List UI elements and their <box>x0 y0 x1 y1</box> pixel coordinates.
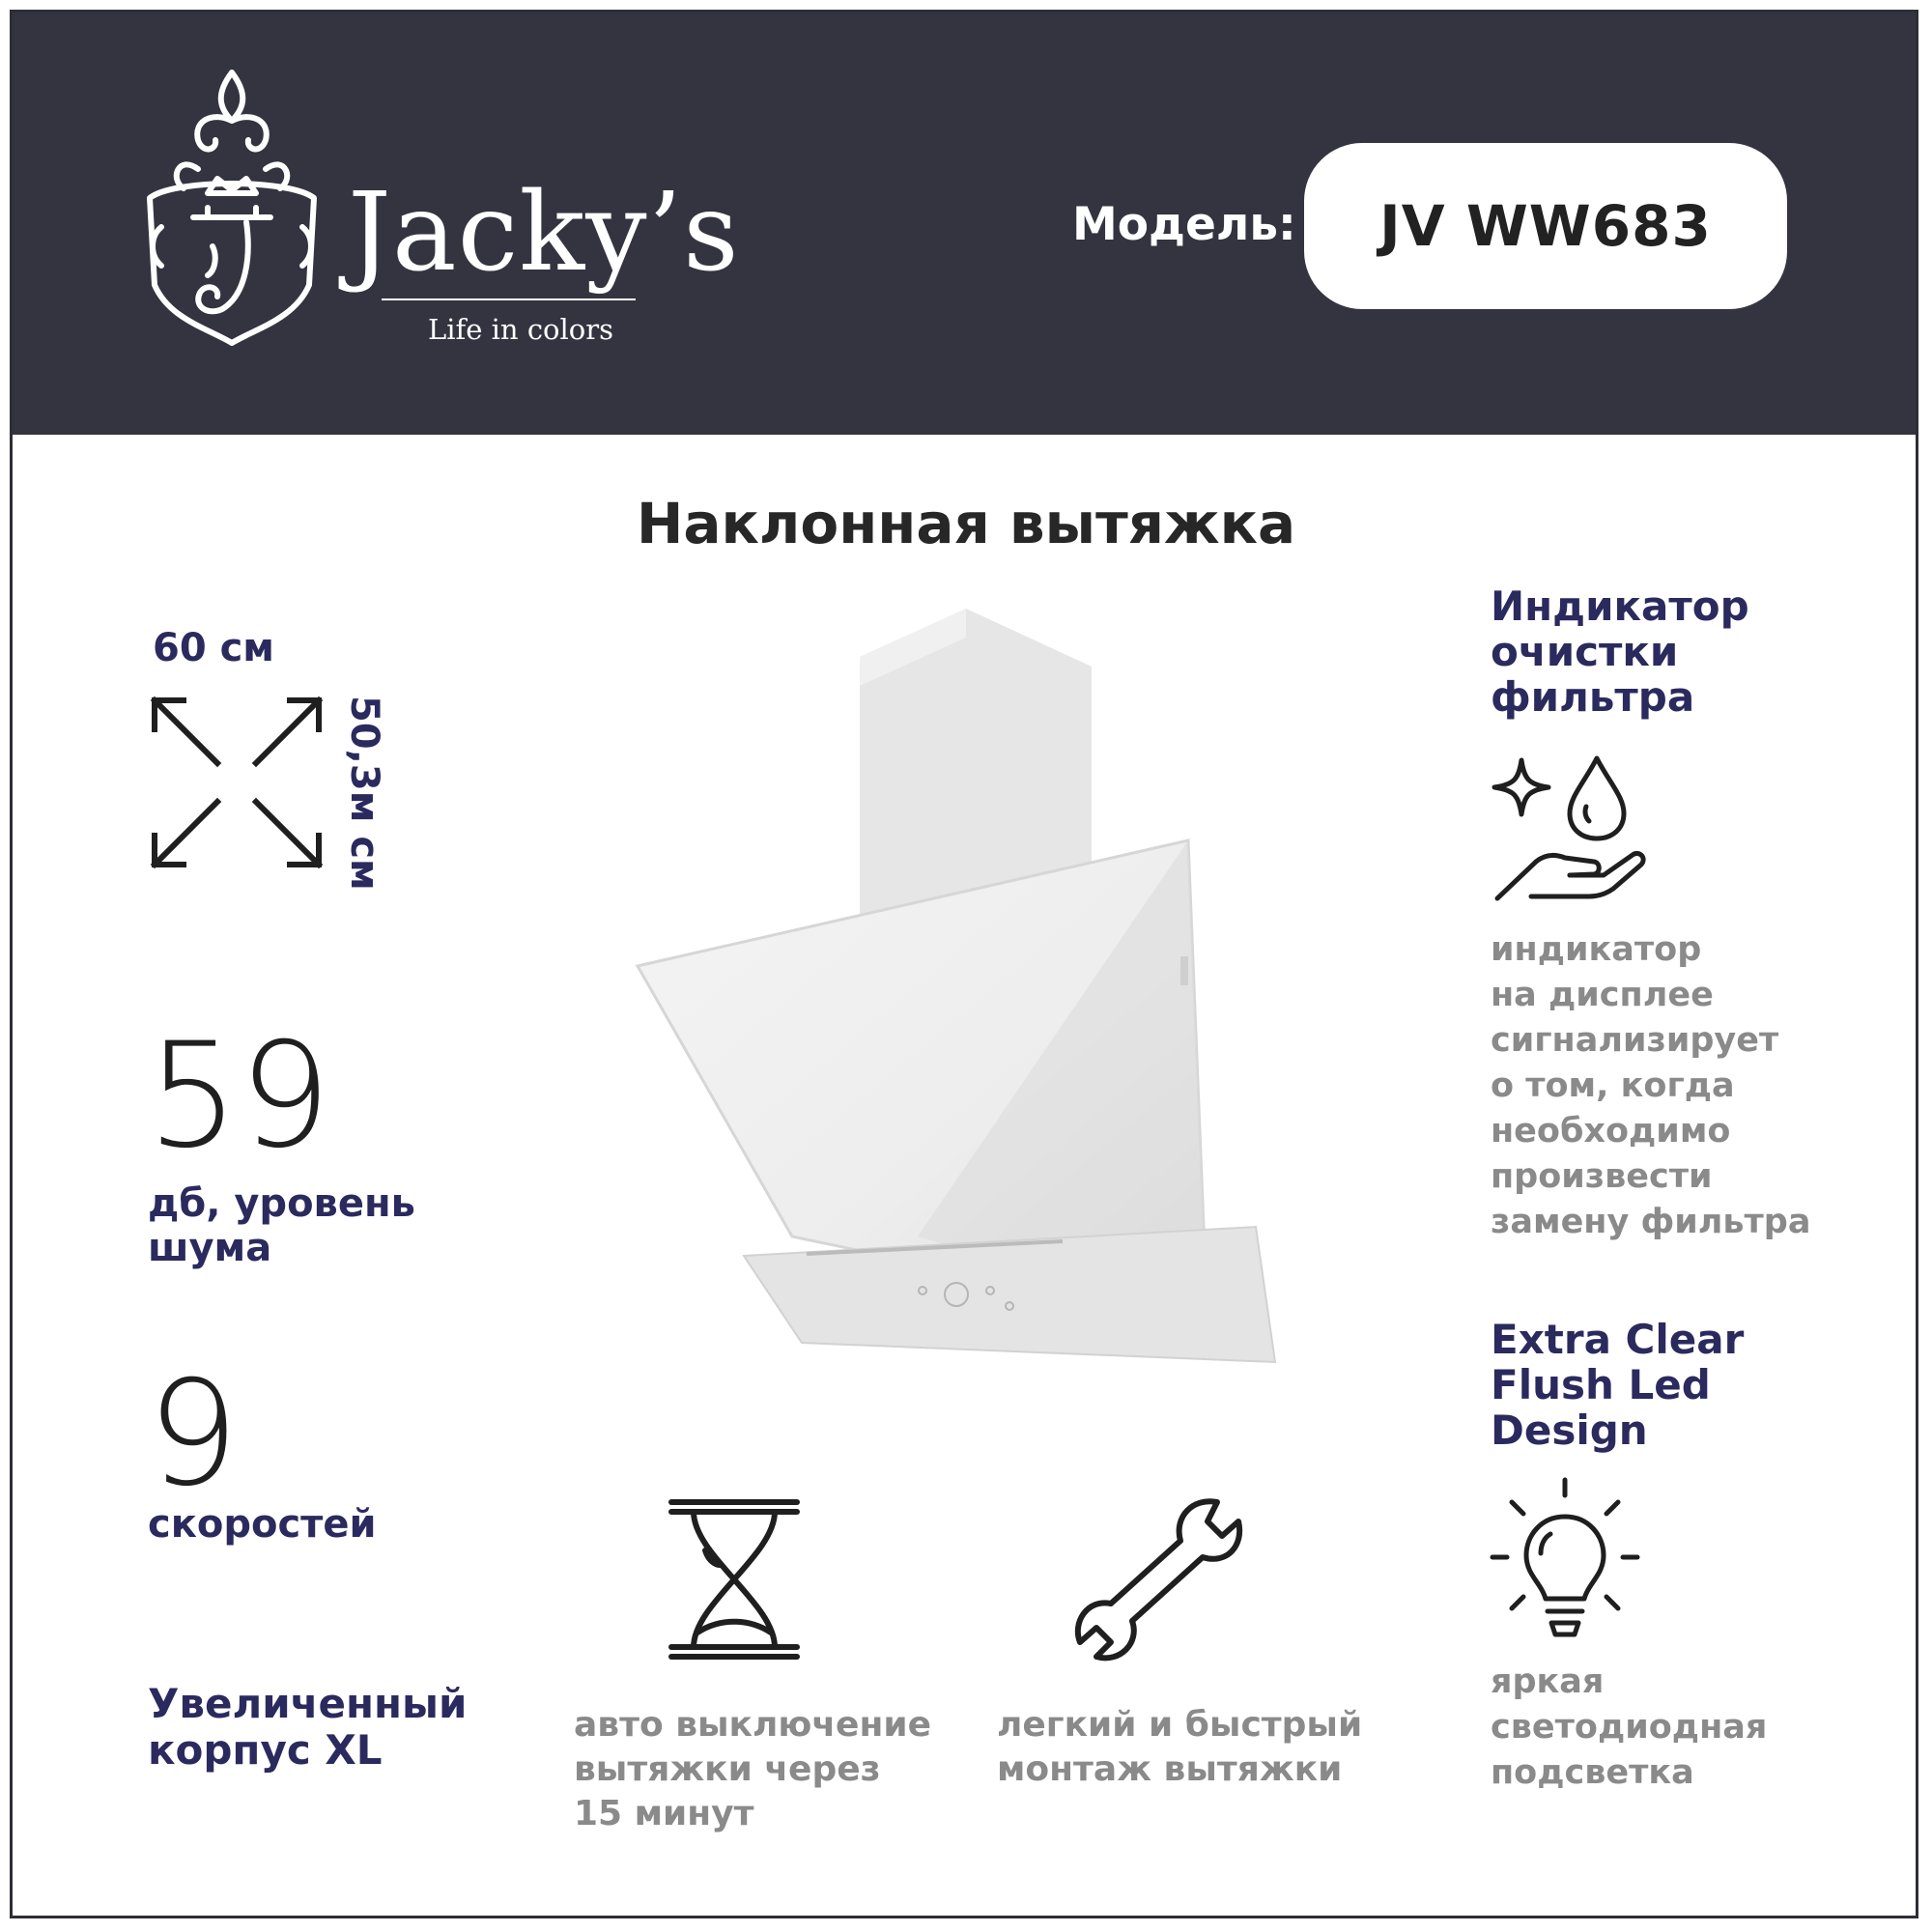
noise-label-line: шума <box>148 1226 272 1270</box>
hood-image <box>638 609 1294 1362</box>
mounting-line: монтаж вытяжки <box>997 1749 1343 1789</box>
filter-desc-line: сигнализирует <box>1491 1021 1779 1060</box>
led-desc-line: яркая <box>1491 1662 1605 1701</box>
mounting-text <box>997 1703 1362 1792</box>
filter-desc-line: произвести <box>1491 1157 1713 1196</box>
filter-title-line: фильтра <box>1491 673 1695 721</box>
dimension-width: 60 см <box>153 626 274 670</box>
auto-off-line: авто выключение <box>574 1705 931 1745</box>
led-desc <box>1491 1660 1767 1796</box>
body-size-line: Увеличенный <box>148 1680 468 1727</box>
body-size-line: корпус XL <box>148 1726 383 1774</box>
lightbulb-icon <box>1488 1478 1642 1642</box>
brand-underline <box>382 298 636 300</box>
noise-value: 59 <box>147 1012 331 1180</box>
hourglass-icon <box>667 1497 802 1662</box>
led-title-line: Flush Led <box>1491 1361 1711 1408</box>
brand-name: Jacky’s <box>348 170 740 296</box>
noise-label-line: дб, уровень <box>148 1181 415 1226</box>
filter-desc-line: необходимо <box>1491 1112 1731 1151</box>
dimension-height: 50,3м см <box>342 696 386 891</box>
filter-desc-line: замену фильтра <box>1491 1203 1811 1241</box>
led-desc-line: светодиодная <box>1491 1708 1768 1747</box>
model-label: Модель: <box>1072 198 1296 251</box>
auto-off-line: 15 минут <box>574 1794 754 1833</box>
filter-title-line: Индикатор <box>1491 582 1749 630</box>
speeds-value: 9 <box>147 1350 240 1519</box>
brand-tagline: Life in colors <box>428 313 613 346</box>
filter-title <box>1491 583 1749 720</box>
resize-arrows-icon <box>150 696 324 869</box>
mounting-line: легкий и быстрый <box>997 1705 1363 1745</box>
drop-hand-icon <box>1492 753 1647 908</box>
wrench-icon <box>1072 1497 1246 1662</box>
filter-desc-line: индикатор <box>1491 930 1702 969</box>
body-size-label <box>148 1681 467 1774</box>
model-value: JV WW683 <box>1304 143 1787 309</box>
speeds-label: скоростей <box>148 1502 377 1547</box>
led-title <box>1491 1317 1744 1453</box>
led-desc-line: подсветка <box>1491 1753 1694 1792</box>
led-title-line: Design <box>1491 1406 1648 1454</box>
page-title: Наклонная вытяжка <box>636 491 1296 556</box>
led-title-line: Extra Clear <box>1491 1316 1745 1363</box>
filter-desc-line: на дисплее <box>1491 976 1714 1014</box>
filter-title-line: очистки <box>1491 628 1679 675</box>
filter-desc-line: о том, когда <box>1491 1066 1735 1105</box>
filter-desc <box>1491 927 1810 1245</box>
auto-off-text <box>574 1703 931 1836</box>
noise-label <box>148 1181 415 1270</box>
auto-off-line: вытяжки через <box>574 1749 881 1789</box>
logo-crest-icon <box>140 63 324 353</box>
